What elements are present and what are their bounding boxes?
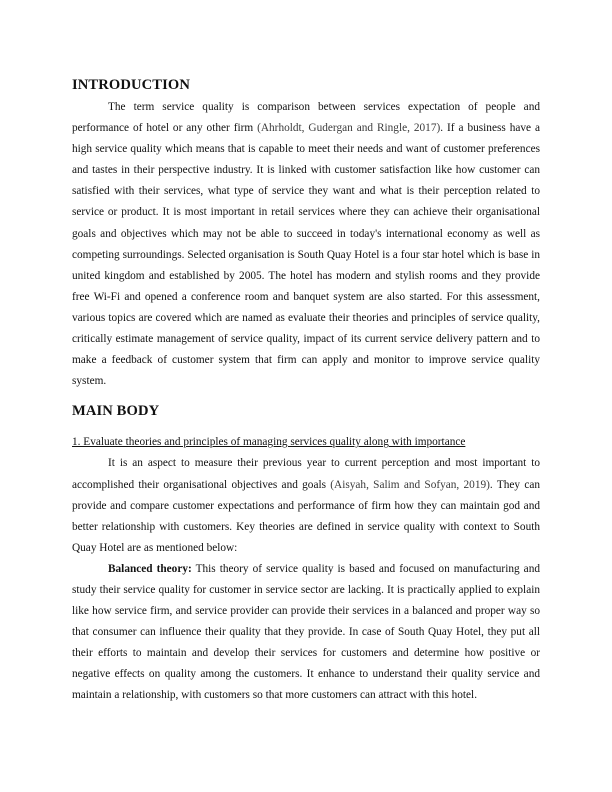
balanced-theory-term: Balanced theory: [108, 562, 192, 575]
balanced-theory-text: This theory of service quality is based and focused on manufacturing and study their service quality for customer in service sector are lacking. It is practically applied to explain like how service firm, and service provider can provide their services in a balanced and proper way so that consumer can influence their quality that they provide. In case of South Quay Hotel, they put all their efforts to maintain and develop their services for customers and determine how positive or negative effects on quality among the customers. It enhance to understand their quality service and maintain a relationship, with customers so that more customers can attract with this hotel. [72, 562, 540, 702]
main-body-heading: MAIN BODY [72, 403, 160, 420]
introduction-paragraph [72, 97, 540, 392]
main-body-paragraph-1 [72, 453, 540, 558]
section-1-subheading: 1. Evaluate theories and principles of managing services quality along with importance [72, 436, 466, 449]
introduction-text-part1: The term service quality is comparison between services expectation of people and performance of hotel or any other firm [72, 101, 540, 135]
main-body-paragraph-2 [72, 559, 540, 707]
paragraph-1-text-part2: . They can provide and compare customer expectations and performance of firm how they can maintain god and better relationship with customers. Key theories are defined in service quality with context to South Quay Hotel are as mentioned below: [72, 478, 540, 554]
paragraph-1-citation: (Aisyah, Salim and Sofyan, 2019) [330, 478, 490, 491]
introduction-citation: (Ahrholdt, Gudergan and Ringle, 2017) [257, 122, 441, 135]
introduction-text-part2: . If a business have a high service quality which means that is capable to meet their needs and want of customer preferences and tastes in their perspective industry. It is linked with customer satisfaction like how customer can satisfied with their services, what type of service they want and what is their perception related to service or product. It is most important in retail services where they can achieve their organisational goals and objectives which may not be able to succeed in today's international economy as well as competing surroundings. Selected organisation is South Quay Hotel is a four star hotel which is base in united kingdom and established by 2005. The hotel has modern and stylish rooms and they provide free Wi-Fi and opened a conference room and banquet system are also started. For this assessment, various topics are covered which are named as evaluate their theories and principles of service quality, critically estimate management of service quality, impact of its current service delivery pattern and to make a feedback of customer system that firm can apply and monitor to improve service quality system. [72, 122, 540, 388]
paragraph-1-text-part1: It is an aspect to measure their previous year to current perception and most important to accomplished their organisational objectives and goals [72, 457, 540, 491]
introduction-heading: INTRODUCTION [72, 77, 190, 93]
document-page [72, 74, 540, 707]
